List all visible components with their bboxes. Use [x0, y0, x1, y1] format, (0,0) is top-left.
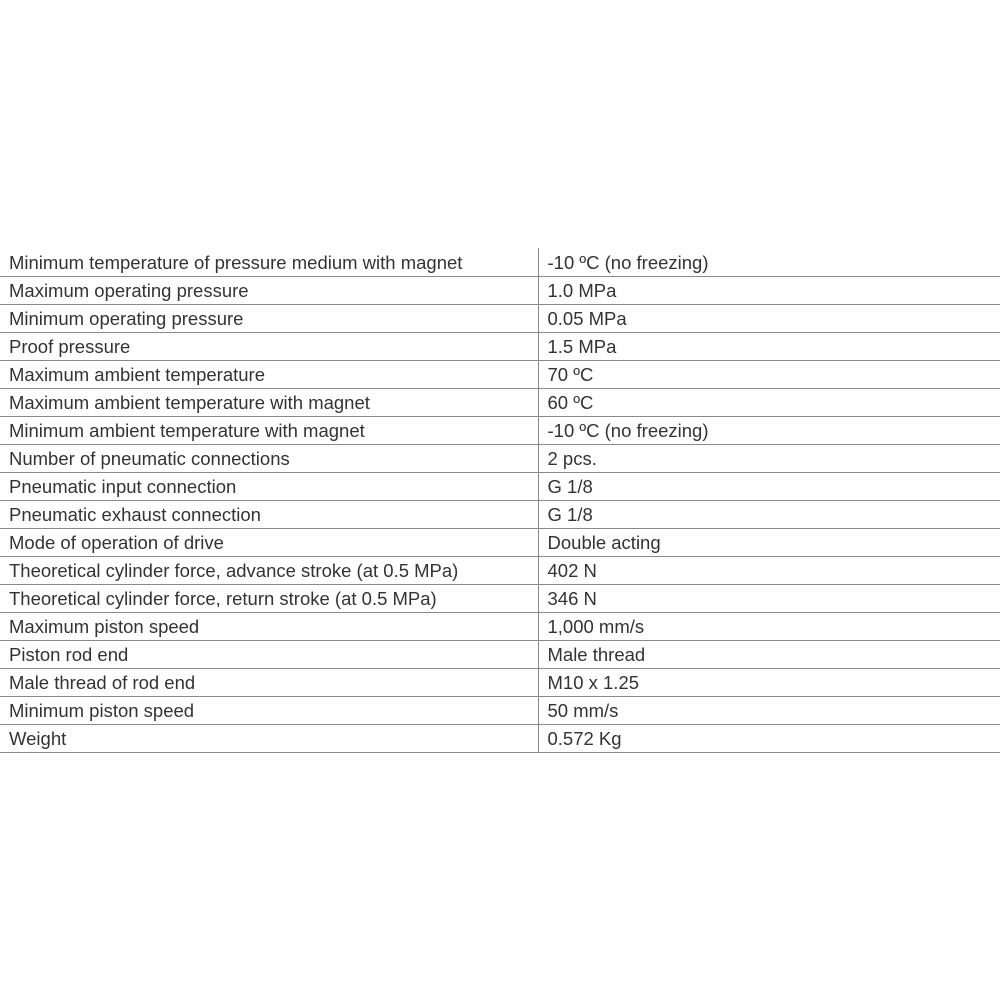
spec-value: 1.5 MPa [538, 333, 1000, 361]
spec-label: Theoretical cylinder force, return stroke (at 0.5 MPa) [0, 585, 538, 613]
spec-value: G 1/8 [538, 473, 1000, 501]
spec-value: 0.05 MPa [538, 305, 1000, 333]
spec-row [0, 725, 1000, 753]
spec-row [0, 389, 1000, 417]
spec-label: Proof pressure [0, 333, 538, 361]
spec-label: Minimum piston speed [0, 697, 538, 725]
spec-row [0, 641, 1000, 669]
spec-value: 0.572 Kg [538, 725, 1000, 753]
spec-label: Minimum temperature of pressure medium with magnet [0, 248, 538, 277]
spec-row [0, 557, 1000, 585]
spec-row [0, 361, 1000, 389]
spec-value: 70 ºC [538, 361, 1000, 389]
spec-row [0, 417, 1000, 445]
spec-value: 60 ºC [538, 389, 1000, 417]
spec-row [0, 697, 1000, 725]
spec-value: G 1/8 [538, 501, 1000, 529]
spec-row [0, 585, 1000, 613]
spec-row [0, 473, 1000, 501]
spec-label: Minimum ambient temperature with magnet [0, 417, 538, 445]
spec-value: -10 ºC (no freezing) [538, 248, 1000, 277]
spec-row [0, 529, 1000, 557]
spec-row [0, 445, 1000, 473]
spec-label: Theoretical cylinder force, advance stroke (at 0.5 MPa) [0, 557, 538, 585]
spec-label: Pneumatic input connection [0, 473, 538, 501]
spec-value: 346 N [538, 585, 1000, 613]
spec-row [0, 669, 1000, 697]
spec-label: Mode of operation of drive [0, 529, 538, 557]
spec-row [0, 305, 1000, 333]
spec-value: M10 x 1.25 [538, 669, 1000, 697]
spec-value: 1,000 mm/s [538, 613, 1000, 641]
spec-row [0, 501, 1000, 529]
spec-row [0, 613, 1000, 641]
spec-value: 1.0 MPa [538, 277, 1000, 305]
spec-value: Male thread [538, 641, 1000, 669]
spec-label: Piston rod end [0, 641, 538, 669]
spec-label: Maximum ambient temperature [0, 361, 538, 389]
spec-value: 50 mm/s [538, 697, 1000, 725]
spec-label: Maximum piston speed [0, 613, 538, 641]
spec-row [0, 248, 1000, 277]
spec-label: Maximum operating pressure [0, 277, 538, 305]
spec-value: Double acting [538, 529, 1000, 557]
spec-table [0, 248, 1000, 753]
spec-value: 2 pcs. [538, 445, 1000, 473]
spec-label: Pneumatic exhaust connection [0, 501, 538, 529]
spec-label: Weight [0, 725, 538, 753]
spec-value: -10 ºC (no freezing) [538, 417, 1000, 445]
spec-row [0, 333, 1000, 361]
spec-label: Minimum operating pressure [0, 305, 538, 333]
spec-value: 402 N [538, 557, 1000, 585]
spec-label: Number of pneumatic connections [0, 445, 538, 473]
spec-table-body [0, 248, 1000, 753]
spec-label: Male thread of rod end [0, 669, 538, 697]
spec-label: Maximum ambient temperature with magnet [0, 389, 538, 417]
spec-row [0, 277, 1000, 305]
